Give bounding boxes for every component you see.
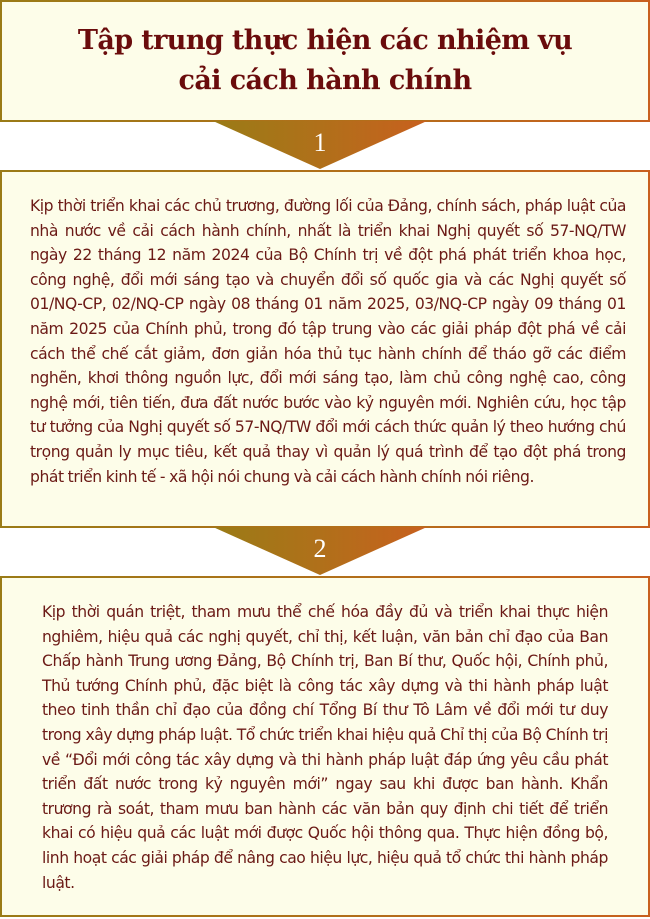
section-number: 2 <box>313 534 327 563</box>
section-2-badge <box>213 527 427 575</box>
section-1-text: Kịp thời triển khai các chủ trương, đường lối của Đảng, chính sách, pháp luật của nhà nước về cải cách hành chính, nhất là triển khai Nghị quyết số 57-NQ/TW ngày 22 tháng 12 năm 2024 của Bộ Chính trị về đột phá phát triển khoa học, công nghệ, đổi mới sáng tạo và chuyển đổi số quốc gia và các Nghị quyết số 01/NQ-CP, 02/NQ-CP ngày 08 tháng 01 năm 2025, 03/NQ-CP ngày 09 tháng 01 năm 2025 của Chính phủ, trong đó tập trung vào các giải pháp đột phá về cải cách thể chế cắt giảm, đơn giản hóa thủ tục hành chính để tháo gỡ các điểm nghẽn, khơi thông nguồn lực, đổi mới sáng tạo, làm chủ công nghệ cao, công nghệ mới, tiên tiến, đưa đất nước bước vào kỷ nguyên mới. Nghiên cứu, học tập tư tưởng của Nghị quyết số 57-NQ/TW đổi mới cách thức quản lý theo hướng chú trọng quản ly mục tiêu, kết quả thay vì quản lý quá trình để tạo đột phá trong phát triển kinh tế - xã hội nói chung và cải cách hành chính nói riêng. <box>30 197 626 486</box>
section-1-box <box>0 170 650 528</box>
page-title: Tập trung thực hiện các nhiệm vụ cải cách hành chính <box>77 25 573 96</box>
title-box <box>0 0 650 122</box>
section-number: 1 <box>313 128 327 157</box>
section-2-box <box>0 576 650 917</box>
section-1-badge <box>213 121 427 169</box>
section-2-text: Kịp thời quán triệt, tham mưu thể chế hóa đầy đủ và triển khai thực hiện nghiêm, hiệu quả các nghị quyết, chỉ thị, kết luận, văn bản chỉ đạo của Ban Chấp hành Trung ương Đảng, Bộ Chính trị, Ban Bí thư, Quốc hội, Chính phủ, Thủ tướng Chính phủ, đặc biệt là công tác xây dựng và thi hành pháp luật theo tinh thần chỉ đạo của đồng chí Tổng Bí thư Tô Lâm về đổi mới tư duy trong xây dựng pháp luật. Tổ chức triển khai hiệu quả Chỉ thị của Bộ Chính trị về “Đổi mới công tác xây dựng và thi hành pháp luật đáp ứng yêu cầu phát triển đất nước trong kỷ nguyên mới” ngay sau khi được ban hành. Khẩn trương rà soát, tham mưu ban hành các văn bản quy định chi tiết để triển khai có hiệu quả các luật mới được Quốc hội thông qua. Thực hiện đồng bộ, linh hoạt các giải pháp để nâng cao hiệu lực, hiệu quả tổ chức thi hành pháp luật. <box>42 603 608 892</box>
